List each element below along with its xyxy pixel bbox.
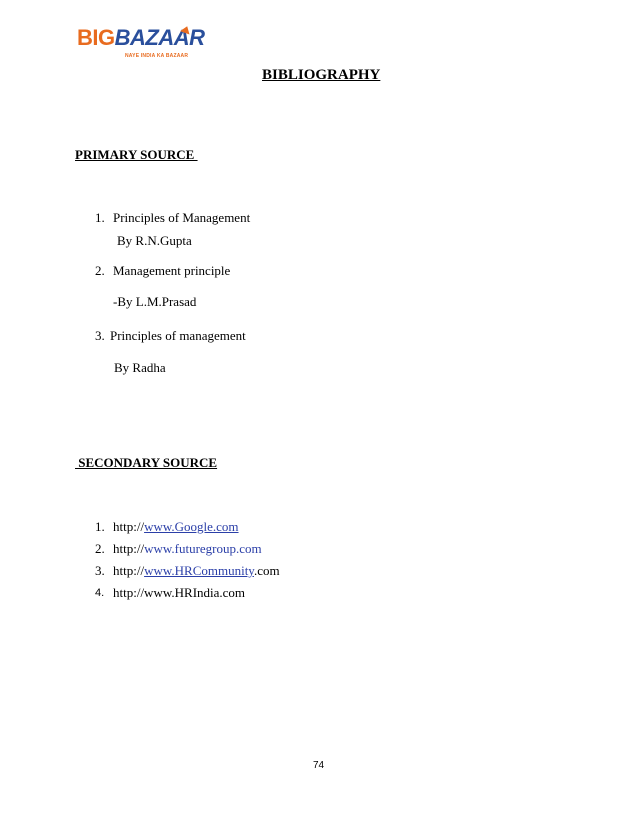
primary-source-heading: PRIMARY SOURCE xyxy=(75,147,198,162)
primary-item-1-number: 1. xyxy=(95,210,105,225)
primary-item-2-author: -By L.M.Prasad xyxy=(113,294,197,309)
secondary-item-2-prefix: http:// xyxy=(113,541,145,556)
primary-item-3-title: Principles of management xyxy=(110,328,246,343)
primary-item-3-author: By Radha xyxy=(114,360,166,375)
logo-tagline: NAYE INDIA KA BAZAAR xyxy=(125,53,189,59)
primary-item-3-number: 3. xyxy=(95,328,105,343)
primary-item-2-number: 2. xyxy=(95,263,105,278)
secondary-item-2-number: 2. xyxy=(95,541,105,556)
primary-item-2-title: Management principle xyxy=(113,263,231,278)
secondary-item-4 xyxy=(113,585,245,601)
secondary-item-3 xyxy=(113,563,280,579)
secondary-item-1-number: 1. xyxy=(95,519,105,534)
page-number: 74 xyxy=(313,760,325,771)
secondary-item-2 xyxy=(113,541,262,557)
secondary-item-4-text: http://www.HRIndia.com xyxy=(113,585,246,600)
google-link[interactable]: www.Google.com xyxy=(144,519,239,534)
secondary-item-3-suffix: .com xyxy=(253,563,280,578)
logo-bazaar-text: BAZAAR xyxy=(114,25,205,50)
secondary-item-4-number: 4. xyxy=(95,587,105,599)
secondary-item-3-number: 3. xyxy=(95,563,105,578)
logo-big-text: BIG xyxy=(77,25,115,50)
secondary-item-3-prefix: http:// xyxy=(113,563,145,578)
primary-item-1-title: Principles of Management xyxy=(113,210,251,225)
futuregroup-link[interactable]: www.futuregroup.com xyxy=(144,541,262,556)
page-title: BIBLIOGRAPHY xyxy=(262,67,381,83)
big-bazaar-logo xyxy=(77,25,205,63)
secondary-source-heading: SECONDARY SOURCE xyxy=(75,455,218,470)
secondary-item-1-prefix: http:// xyxy=(113,519,145,534)
hrcommunity-link[interactable]: www.HRCommunity xyxy=(144,563,254,578)
primary-item-1-author: By R.N.Gupta xyxy=(117,233,192,248)
secondary-item-1 xyxy=(113,519,239,535)
